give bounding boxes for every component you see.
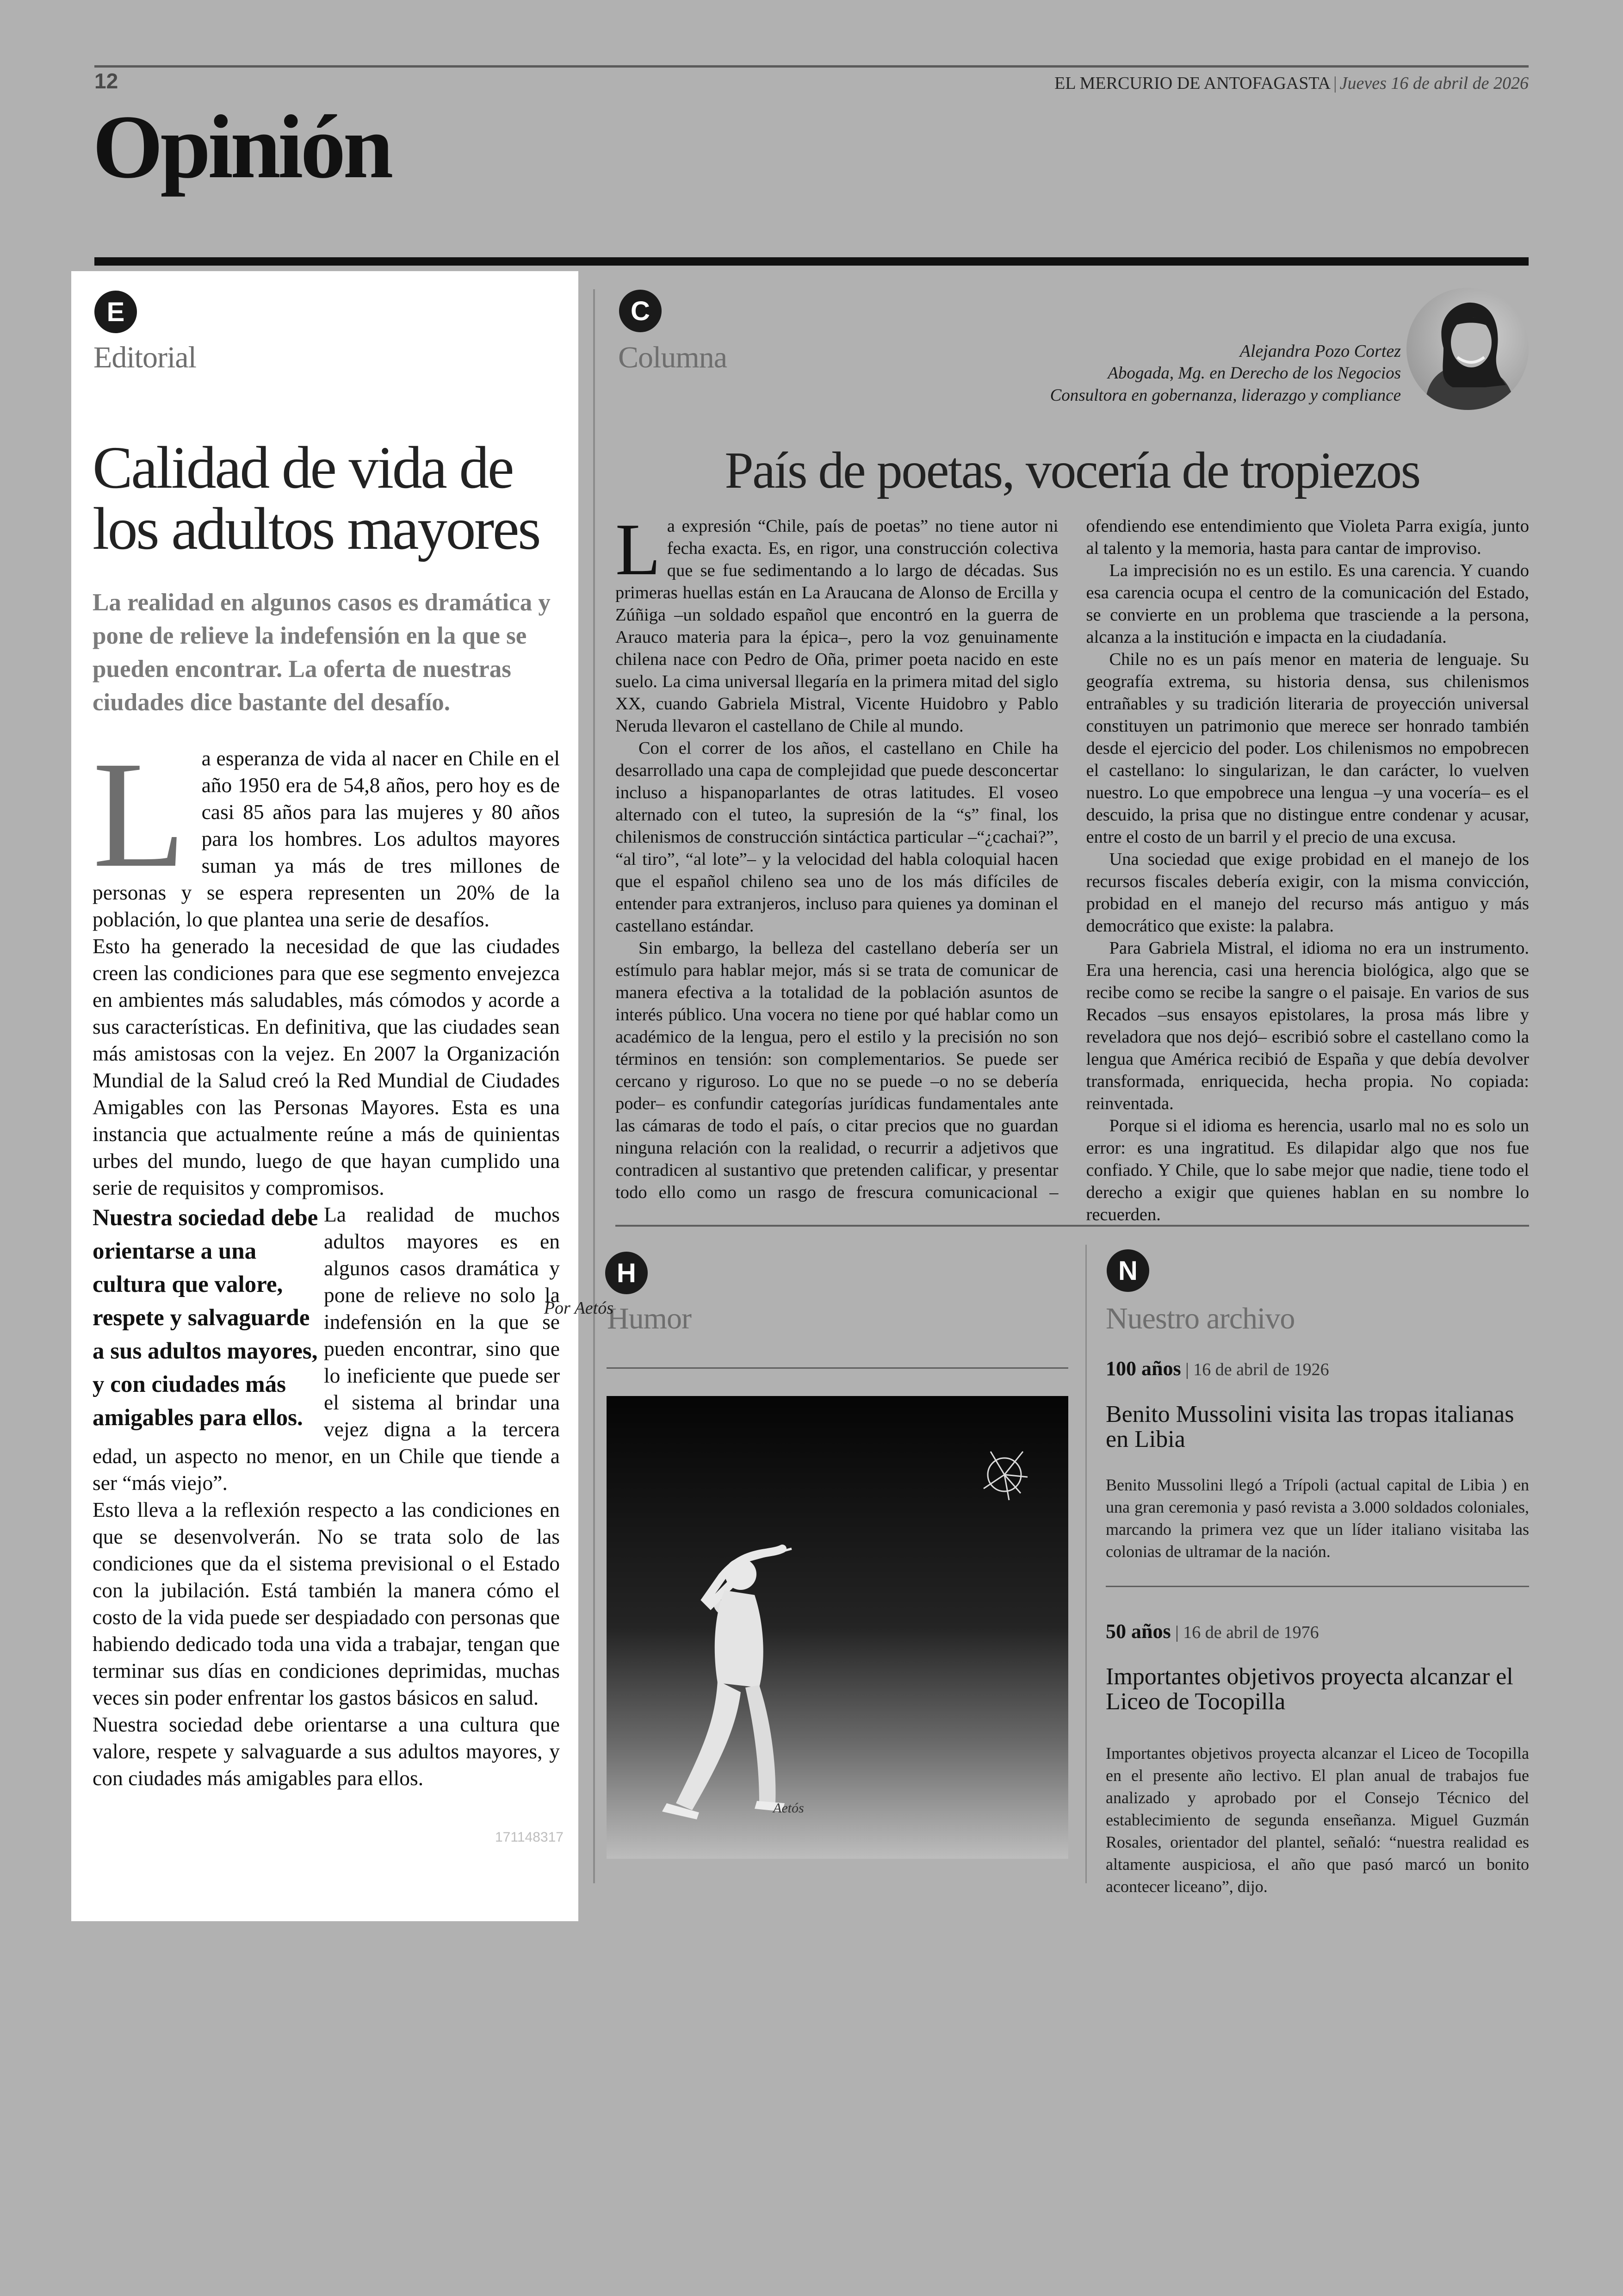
archive-divider — [1085, 1245, 1087, 1883]
archive-date: 16 de abril de 1926 — [1193, 1360, 1329, 1379]
editorial-headline: Calidad de vida de los adultos mayores — [93, 434, 540, 562]
editorial-stamp: 171148317 — [495, 1830, 564, 1845]
column-paragraph: Para Gabriela Mistral, el idioma no era un instrumento. Era una herencia, casi una herencia biológica, algo que se recibe como se recibe la sangre o el paisaje. En varios de sus Recados –sus ensayos epistolares, la prosa más libre y reveladora que nos dejó– escribió sobre el castellano como la lengua que América recibió de España y que debía devolver transformada, enriquecida, hecha propia. No copiada: reinventada. — [1086, 938, 1529, 1113]
column-headline: País de poetas, vocería de tropiezos — [725, 442, 1420, 499]
masthead — [1054, 73, 1529, 93]
column-paragraph-text: a expresión “Chile, país de poetas” no tiene autor ni fecha exacta. Es, en rigor, una construcción colectiva que se fue sedimentando a lo largo de décadas. Sus primeras huellas están en La Araucana de Alonso de Ercilla y Zúñiga –un soldado español que encontró en la guerra de Arauco materia para la épica–, pero la voz genuinamente chilena nace con Pedro de Oña, primer poeta nacido en este suelo. La cima universal llegaría en la primera mitad del siglo XX, cuando Gabriela Mistral, Vicente Huidobro y Pablo Neruda llevaron el castellano de Chile al mundo. — [615, 516, 1059, 736]
column-paragraph — [615, 508, 1059, 737]
golfer-cartoon-icon — [607, 1396, 1068, 1859]
editorial-paragraph: Esto lleva a la reflexión respecto a las condiciones en que se desenvolverán. No se trata solo de las condiciones que da el sistema previsional o el Estado con la jubilación. Está también la manera cómo el costo de la vida puede ser despiadado con personas que habiendo dedicado toda una vida a trabajar, tengan que terminar sus días en condiciones deprimidas, muchas veces sin poder enfrentar los gastos básicos en salud. — [93, 1498, 560, 1709]
column-divider — [593, 289, 595, 1883]
archive-item-headline: Importantes objetivos proyecta alcanzar el Liceo de Tocopilla — [1106, 1663, 1513, 1715]
humor-kicker: Humor — [607, 1302, 691, 1335]
humor-badge: H — [605, 1252, 648, 1294]
editorial-deck: La realidad en algunos casos es dramática y pone de relieve la indefensión en la que se pueden encontrar. La oferta de nuestras ciudades dice bastante del desafío. — [93, 589, 551, 716]
archive-kicker: Nuestro archivo — [1106, 1302, 1295, 1335]
editorial-kicker: Editorial — [93, 341, 196, 374]
editorial-paragraph: La realidad de muchos adultos mayores es en algunos casos dramática y pone de relieve no solo la indefensión en la que se pueden encontrar, sino que lo ineficiente que puede ser el sistema al brindar una vejez digna a la tercera edad, un aspecto no menor, en un Chile que tiende a ser “más viejo”. — [93, 1203, 560, 1495]
column-paragraph: Una sociedad que exige probidad en el manejo de los recursos fiscales debería exigir, con la misma convicción, probidad en el manejo del recurso más antiguo y más democrático que existe: la palabra. — [1086, 850, 1529, 936]
editorial-paragraph: Nuestra sociedad debe orientarse a una cultura que valore, respete y salvaguarde a sus adultos mayores, y con ciudades más amigables para ellos. — [93, 1713, 560, 1790]
column-kicker: Columna — [618, 341, 727, 374]
archive-years: 100 años — [1106, 1357, 1181, 1380]
author-name: Alejandra Pozo Cortez — [1239, 341, 1401, 361]
archive-item-dateline — [1106, 1620, 1319, 1643]
humor-rule — [607, 1367, 1068, 1369]
author-block — [1050, 340, 1401, 407]
column-bottom-rule — [615, 1225, 1529, 1227]
issue-date: Jueves 16 de abril de 2026 — [1339, 74, 1529, 93]
editorial-paragraph: a esperanza de vida al nacer en Chile en el año 1950 era de 54,8 años, pero hoy es de casi 85 años para las mujeres y 80 años para los hombres. Los adultos mayores suman ya más de tres millones de personas y se espera representen un 20% de la población, lo que plantea una serie de desafíos. — [93, 746, 560, 931]
archive-separator: | — [1175, 1623, 1179, 1642]
author-avatar — [1406, 288, 1529, 410]
column-paragraph: Chile no es un país menor en materia de lenguaje. Su geografía extrema, su historia densa, sus chilenismos entrañables y su tradición literaria de proyección universal constituyen un patrimonio que merece ser honrado también desde el ejercicio del poder. Los chilenismos no empobrecen el castellano: lo singularizan, le dan carácter, lo vuelven nuestro. Lo que empobrece una lengua –y una vocería– es el descuido, la prisa que no distingue entre condenar y acusar, entre el costo de un barril y el precio de una excusa. — [1086, 650, 1529, 847]
archive-item-body: Importantes objetivos proyecta alcanzar el Liceo de Tocopilla en el presente año lectivo. El plan anual de trabajos fue analizado y aprobado por el Consejo Técnico del establecimiento de segunda enseñanza. Miguel Guzmán Rosales, orientador del plantel, señaló: “nuestra realidad es altamente auspiciosa, el año que pasó marcó un bonito acontecer liceano”, dijo. — [1106, 1744, 1529, 1896]
author-title: Abogada, Mg. en Derecho de los Negocios — [1108, 364, 1401, 383]
top-rule — [94, 65, 1529, 68]
humor-byline: Por Aetós — [544, 1298, 613, 1318]
column-paragraph: Con el correr de los años, el castellano en Chile ha desarrollado una capa de complejidad que puede desconcertar incluso a hispanoparlantes de otras latitudes. El voseo alternado con el tuteo, la supresión de la “s” final, los chilenismos de construcción sintáctica particular –“¿cachai?”, “al tiro”, “al lote”– y la velocidad del habla coloquial hacen que el español chileno sea uno de los más difíciles de entender para extranjeros, incluso para quienes ya dominan el castellano estándar. — [615, 738, 1059, 936]
archive-item-body: Benito Mussolini llegó a Trípoli (actual capital de Libia ) en una gran ceremonia y pasó revista a 3.000 soldados coloniales, marcando la primera vez que un líder italiano visitaba las colonias de ultramar de la nación. — [1106, 1476, 1529, 1561]
archive-item-dateline — [1106, 1357, 1329, 1380]
editorial-drop-cap: L — [93, 730, 186, 899]
author-portrait-icon — [1406, 288, 1529, 410]
masthead-separator: | — [1333, 74, 1337, 93]
section-rule — [94, 257, 1529, 266]
cartoon-signature: Aetós — [773, 1800, 804, 1816]
archive-separator: | — [1185, 1360, 1189, 1379]
column-badge: C — [619, 290, 662, 332]
editorial-badge: E — [94, 291, 137, 333]
archive-date: 16 de abril de 1976 — [1183, 1623, 1319, 1642]
section-title: Opinión — [93, 97, 391, 197]
archive-badge: N — [1107, 1249, 1149, 1292]
archive-item-headline: Benito Mussolini visita las tropas italianas en Libia — [1106, 1401, 1514, 1452]
newspaper-name: EL MERCURIO DE ANTOFAGASTA — [1054, 74, 1331, 93]
column-paragraph: Sin embargo, la belleza del castellano debería ser un estímulo para hablar mejor, más si se trata de comunicar de manera efectiva a la totalidad de la población asuntos de interés público. Una vocera no tiene por qué hablar como un académico de la lengua, pero el estilo y la precisión no son términos en tensión: son complementarios. Se puede ser cercano y riguroso. Lo que no se puede –o no se debería poder– es confundir categorías jurídicas fundamentales ante las cámaras de todo el país, o citar precios que no guardan ninguna relación con la realidad, o recurrir a adjetivos que contradicen al sustantivo que pretenden calificar, y presentar todo ello como un rasgo de frescura comunicacional –ofendiendo ese entendimiento que Violeta Parra exigía, junto al talento y la memoria, hasta para cantar de improviso. — [615, 516, 1529, 1202]
column-paragraph: Porque si el idioma es herencia, usarlo mal no es solo un error: es una ingratitud. Es dilapidar algo que nos fue confiado. Y Chile, que lo sabe mejor que nadie, tiene todo el derecho a exigir que quienes hablan en su nombre lo recuerden. — [1086, 1116, 1529, 1224]
column-paragraph: La imprecisión no es un estilo. Es una carencia. Y cuando esa carencia ocupa el centro de la comunicación del Estado, se convierte en un problema que trasciende a la persona, alcanza a la institución e impacta en la ciudadanía. — [1086, 561, 1529, 647]
column-body — [615, 508, 1529, 1226]
archive-years: 50 años — [1106, 1620, 1171, 1643]
author-title: Consultora en gobernanza, liderazgo y compliance — [1050, 386, 1401, 405]
page-number: 12 — [94, 69, 118, 93]
editorial-pull-quote: Nuestra sociedad debe orientarse a una cultura que valore, respete y salvaguarde a sus adultos mayores, y con ciudades más amigables para ellos. — [93, 1205, 318, 1431]
column-drop-cap: L — [615, 508, 661, 590]
archive-item-rule — [1106, 1586, 1529, 1587]
editorial-body — [93, 730, 560, 1792]
editorial-paragraph: Esto ha generado la necesidad de que las ciudades creen las condiciones para que ese segmento envejezca en ambientes más saludables, más cómodos y acorde a sus características. En definitiva, que las ciudades sean más amistosas con la vejez. En 2007 la Organización Mundial de la Salud creó la Red Mundial de Ciudades Amigables con las Personas Mayores. Esta es una instancia que actualmente reúne a más de quinientas urbes del mundo, luego de que hayan cumplido una serie de requisitos y compromisos. — [93, 934, 560, 1199]
humor-cartoon — [607, 1396, 1068, 1859]
